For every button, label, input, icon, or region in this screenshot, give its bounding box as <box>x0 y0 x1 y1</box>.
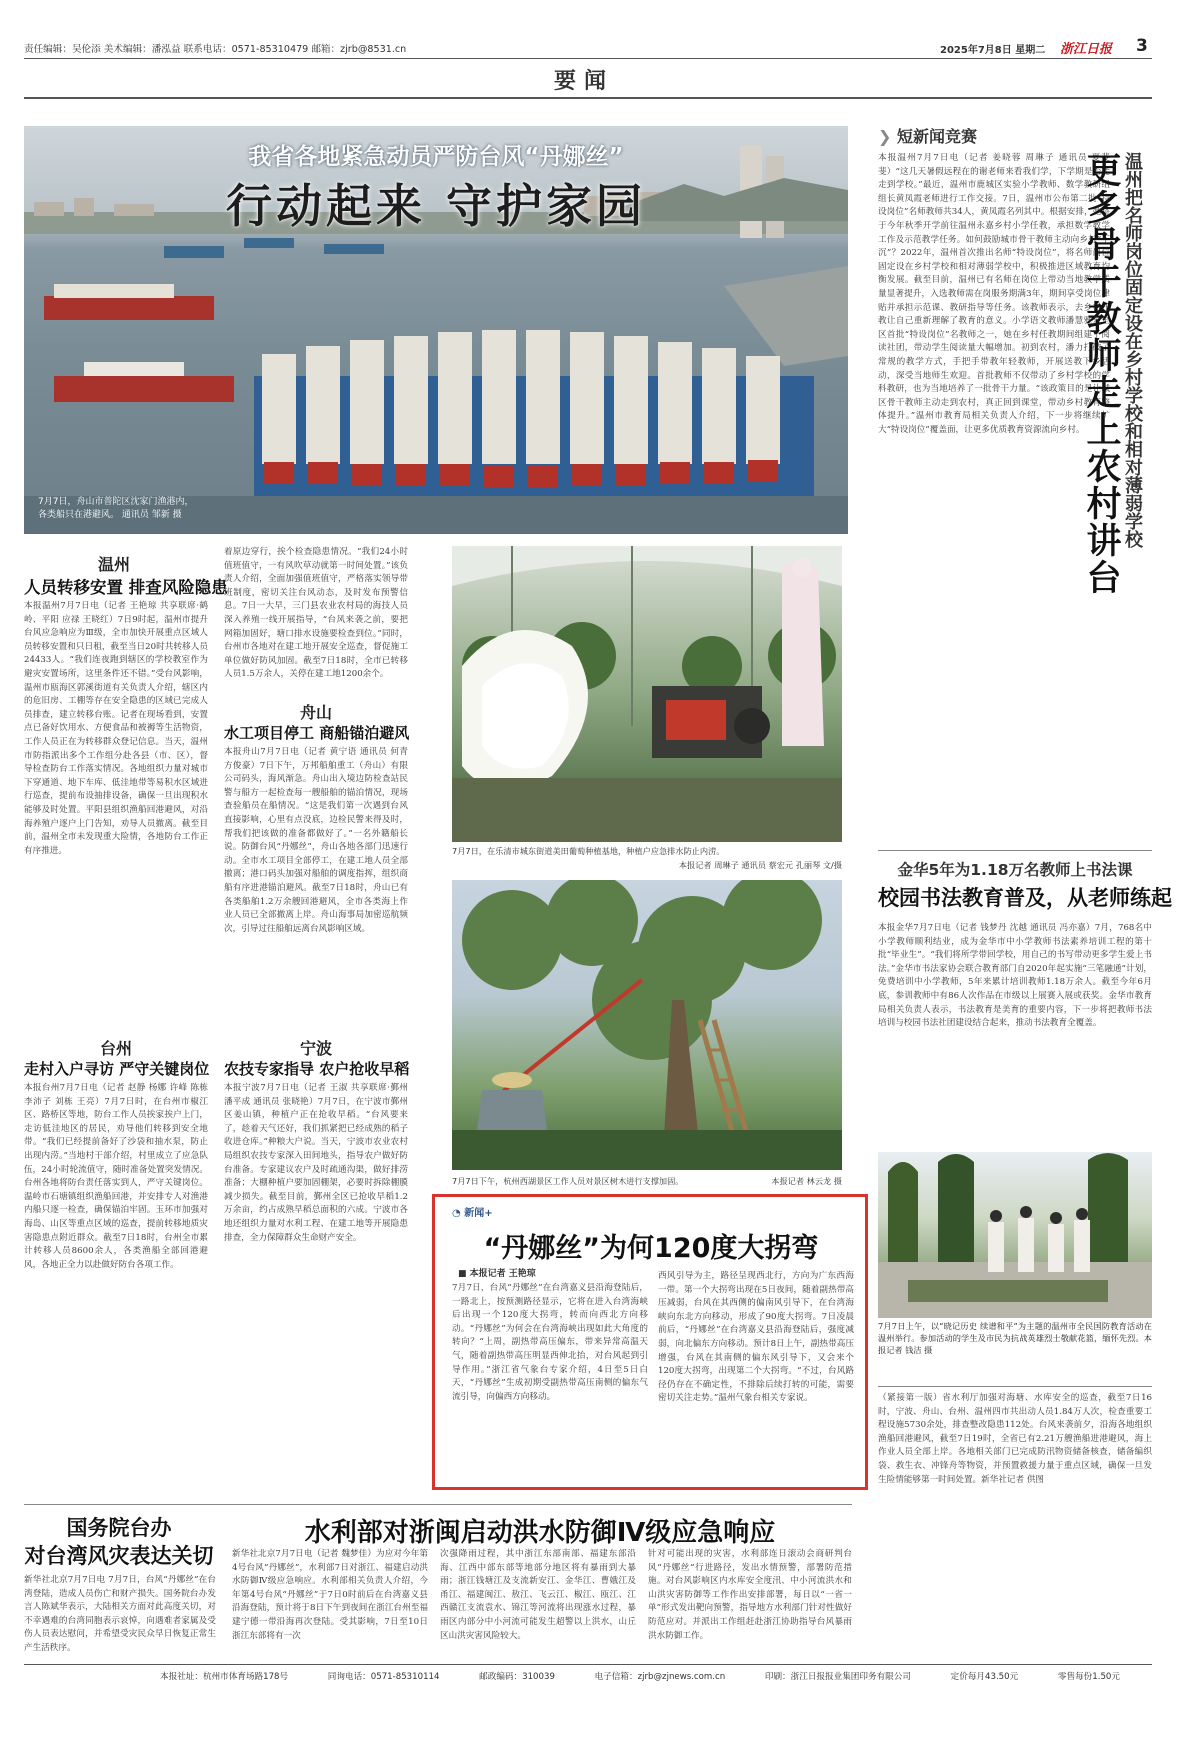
footer-phone: 同询电话：0571-85310114 <box>327 1672 440 1682</box>
hero-title: 行动起来 守护家园 <box>225 179 646 233</box>
divider <box>878 850 1152 851</box>
editor-credits: 责任编辑：吴伦添 美术编辑：潘泓益 联系电话：0571-85310479 邮箱：zjrb@8531.cn <box>24 44 407 55</box>
footer-email: 电子信箱：zjrb@zjnews.com.cn <box>594 1672 726 1682</box>
taizhou-topic: 台州 <box>99 1039 132 1058</box>
ministry-col2: 次强降雨过程，其中浙江东部南部、福建东部沿海、江西中部东部等地部分地区将有暴雨到大暴雨；浙江钱塘江及支流新安江、金华江、曹娥江及甬江、福建闽江、敖江、飞云江、椒江、瓯江、江西赣江支流袁水、锦江等河流将出现涨水过程，暴雨区内部分中小河流可能发生超警以上洪水，山丘区山洪灾害风险较大。 <box>440 1549 636 1641</box>
footer-price-copy: 零售每份1.50元 <box>1057 1672 1120 1682</box>
tree-support-caption: 7月7日下午，杭州西湖景区工作人员对景区树木进行支撑加固。 <box>452 1176 684 1186</box>
wenzhou-headline: 人员转移安置 排查风险隐患 <box>24 578 228 597</box>
footer-printer: 印刷：浙江日报报业集团印务有限公司 <box>764 1672 911 1682</box>
tree-support-credit: 本报记者 林云龙 摄 <box>771 1176 842 1186</box>
section-rule <box>24 97 1152 99</box>
wenzhou-body: 本报温州7月7日电（记者 王艳琼 共享联席·鹤岭、平阳 应禄 王晓红）7日9时起，温州市提升台风应急响应为Ⅲ级，全市加快开展重点区域人员转移安置和只日租，截至当日20时共转移人员24433人。“我们连夜跑到辖区的学校教室作为避灾安置场所，这里条件还不错。”受台风影响，温州市瓯海区郭溪街道有关负责人介绍，辖区内的危旧房、工棚等存在安全隐患的区域已完成人员排查，建立转移台账。记者在现场看到，安置点已备好饮用水、方便食品和被褥等生活物资，工作人员正在为转移群众登记信息。当天，温州市防指派出多个工作组分赴各县（市、区），督导检查防台工作落实情况。各地组织力量对城市下穿通道、地下车库、低洼地带等易积水区域进行巡查，提前布设抽排设备，确保一旦出现积水能够及时处置。平阳县组织渔船回港避风，对沿海养殖户逐户上门告知，劝导人员撤离。截至目前，温州全市未发现重大险情，各地防台工作正有序推进。 <box>24 601 208 856</box>
ministry-title: 水利部对浙闽启动洪水防御Ⅳ级应急响应 <box>304 1518 776 1548</box>
calligraphy-title: 校园书法教育普及，从老师练起 <box>878 886 1172 910</box>
chevron-right-icon: ❯ <box>878 127 897 146</box>
footer-address: 本报社址：杭州市体育场路178号 <box>160 1672 289 1682</box>
short-news-vertical-title: 更多骨干教师走上农村讲台 <box>1081 152 1121 596</box>
ministry-col3: 针对可能出现的灾害，水利部连日滚动会商研判台风“丹娜丝”行进路径，发出水情预警，部署防范措施。对台风影响区内水库安全度汛、中小河流洪水和山洪灾害防御等工作作出安排部署，每日以“一省一单”形式发出靶向预警，指导地方水利部门针对性做好防范应对。并派出工作组赶赴浙江协助指导台风暴雨洪水防御工作。 <box>648 1549 852 1641</box>
calligraphy-kicker: 金华5年为1.18万名教师上书法课 <box>897 861 1133 879</box>
zhoushan-body: 本报舟山7月7日电（记者 黄宁语 通讯员 何青 方俊豪）7日下午，万邦船舶重工（舟山）有限公司码头，海风渐急。舟山出入境边防检查站民警与船方一起检查每一艘船舶的锚泊情况，现场查验船员在船情况。“这是我们第一次遇到台风直接影响，心里有点没底，边检民警来得及时，帮我们把该做的准备都做好了。”一名外籍船长说。防御台风“丹娜丝”，舟山各地各部门迅速行动。全市水工项目全部停工，在建工地人员全部撤离；港口码头加强对船舶的调度指挥，组织商船有序进港锚泊避风。截至7日18时，舟山已有各类船舶1.2万余艘回港避风，全市各类海上作业人员已全部撤离上岸。舟山海事局加密巡航频次，引导过往船舶远离台风影响区域。 <box>224 747 408 934</box>
ningbo-headline: 农技专家指导 农户抢收早稻 <box>224 1060 410 1078</box>
issue-date: 2025年7月8日 星期二 <box>940 45 1046 56</box>
state-council-body: 新华社北京7月7日电 7月7日，台风“丹娜丝”在台湾登陆，造成人员伤亡和财产损失。国务院台办发言人陈斌华表示，大陆相关方面对此高度关切，对不幸遇难的台湾同胞表示哀悼，向遇难者家属及受伤人员表达慰问，并希望受灾民众早日恢复正常生产生活秩序。 <box>24 1575 216 1653</box>
wenzhou-topic: 温州 <box>97 555 130 574</box>
flood-pump-credit: 本报记者 周琳子 通讯员 蔡宏元 孔丽琴 文/摄 <box>678 860 842 870</box>
calligraphy-body: 本报金华7月7日电（记者 钱梦丹 沈越 通讯员 冯亦嘉）7月，768名中小学教师顺利结业，成为金华市中小学教师书法素养培训工程的第十批“毕业生”。“我们将所学带回学校，用自己的书写带动更多学生爱上书法。”金华市书法家协会联合教育部门自2020年起实施“三笔融通”计划，免费培训中小学教师，5年来累计培训教师1.18万余人。截至今年6月底，参训教师中有86人次作品在市级以上展赛入展或获奖。金华市教育局相关负责人表示，书法教育是美育的重要内容，下一步将把教师书法培训与校园书法社团建设结合起来，推动书法教育全覆盖。 <box>878 923 1152 1029</box>
tree-support-photo <box>452 880 842 1170</box>
hero-subtitle: 我省各地紧急动员严防台风“丹娜丝” <box>248 144 624 170</box>
flood-pump-photo <box>452 546 842 842</box>
state-council-title-line1: 国务院台办 <box>66 1516 172 1540</box>
zhoushan-topic: 舟山 <box>299 703 332 722</box>
feature-label-text: 新闻+ <box>464 1208 493 1219</box>
short-news-body: 本报温州7月7日电（记者 姜晓蓉 周琳子 通讯员 夏斐斐）“这几天暑假远程在的谢老师来看我们学，下学期是否能走到学校。”最近，温州市鹿城区实验小学教师、数学教研组组长黄凤霞老师进行工作交接。7日，温州市公布第二批“特设岗位”名师教师共34人，黄凤霞名列其中。根据安排，她将于今年秋季开学前往温州永嘉乡村小学任教，承担数学教学工作及示范教学任务。如何鼓励城市骨干教师主动向乡村“下沉”？2022年，温州首次推出名师“特设岗位”，将名师岗位固定设在乡村学校和相对薄弱学校中，积极推进区域教育均衡发展。截至目前，温州已有名师在岗位上带动当地教学质量显著提升，入选教师需在岗服务期满3年，期间享受岗位津贴并承担示范课、教研指导等任务。该教师表示，去乡村任教让自己重新理解了教育的意义。小学语文教师潘慧雅是全区首批“特设岗位”名教师之一，她在乡村任教期间组建了阅读社团，带动学生阅读量大幅增加。初到农村，潘力打破了常规的教学方式，手把手带教年轻教师，开展送教下乡活动，深受当地师生欢迎。首批教师不仅带动了乡村学校的学科教研，也为当地培养了一批骨干力量。“该政策目的是让城区骨干教师主动走到农村，真正回到课堂，带动乡村教育整体提升。”温州市教育局相关负责人介绍，下一步将继续扩大“特设岗位”覆盖面，让更多优质教育资源流向乡村。 <box>878 153 1110 435</box>
feature-col1: 7月7日，台风“丹娜丝”在台湾嘉义县沿海登陆后，一路北上，按预测路径显示，它将在进入台湾海峡后出现一个120度大拐弯，转而向西北方向移动。“丹娜丝”为何会在台湾海峡出现如此大角度的转向？“上周，副热带高压偏东，带来异常高温天气，随着副热带高压明显西伸北抬，对台风起到引导作用。”浙江省气象台专家介绍，4日至5日白天，“丹娜丝”生成初期受副热带高压南侧的偏东气流引导，向偏西方向移动。 <box>452 1283 648 1402</box>
hero-caption-line2: 各类船只在港避风。 通讯员 邹新 摄 <box>38 510 182 520</box>
hero-caption-line1: 7月7日，舟山市普陀区沈家门渔港内， <box>38 497 194 507</box>
header-rule <box>24 58 1152 59</box>
square-bullet-icon: ■ <box>458 1269 470 1279</box>
feature-byline <box>458 1266 536 1279</box>
taizhou-body: 本报台州7月7日电（记者 赵静 杨娜 许峰 陈栋 李沛子 刘栋 王亮）7月7日时，在台州市椒江区、路桥区等地，防台工作人员挨家挨户上门，走访低洼地区的居民，劝导他们转移到安全地带。“我们已经提前备好了沙袋和抽水泵，防止出现内涝。”当地村干部介绍，村里成立了应急队伍，24小时轮流值守，随时准备处置突发情况。台州各地将防台责任落实到人，严守关键岗位。温岭市石塘镇组织渔船回港，并安排专人对渔港内船只逐一检查，确保锚泊牢固。玉环市加强对海岛、山区等重点区域的巡查，提前转移地质灾害隐患点附近群众。截至7日18时，台州全市累计转移人员8600余人，各类渔船全部回港避风，各地正全力以赴做好防台各项工作。 <box>24 1083 208 1270</box>
flood-pump-caption: 7月7日，在乐清市城东街道美田葡萄种植基地，种植户应急排水防止内涝。 <box>452 846 725 856</box>
feature-col2: 西风引导为主，路径呈现西北行，方向为广东西海一带。第一个大拐弯出现在5日夜间，随着副热带高压减弱，台风在其西侧的偏南风引导下，在台湾海峡向东北方向移动，形成了90度大拐弯。7日凌晨前后，“丹娜丝”在台湾嘉义县沿海登陆后，强度减弱，向北偏东方向移动。预计8日上午，副热带高压增强，台风在其南侧的偏东风引导下，又会来个120度大拐弯，出现第二个大拐弯。“不过，台风路径仍存在不确定性，不排除后续打转的可能，需要密切关注走势。”温州气象台相关专家说。 <box>658 1271 854 1404</box>
hero-photo <box>24 126 848 534</box>
short-news-label <box>878 124 977 147</box>
section-title: 要闻 <box>553 69 614 94</box>
ministry-col1: 新华社北京7月7日电（记者 魏梦佳）为应对今年第4号台风“丹娜丝”，水利部7日对浙江、福建启动洪水防御Ⅳ级应急响应。水利部相关负责人介绍，今年第4号台风“丹娜丝”于7日0时前后在台湾嘉义县沿海登陆，预计将于8日下午到夜间在浙江台州至福建宁德一带沿海再次登陆。受其影响，7日至10日浙江东部将有一次 <box>232 1549 428 1641</box>
hero-caption <box>38 496 193 522</box>
ningbo-topic: 宁波 <box>299 1039 332 1058</box>
feature-label <box>452 1204 493 1219</box>
wenzhou-continued-body: 着原边穿行，挨个检查隐患情况。“我们24小时值班值守，一有风吹草动就第一时间处置。”该负责人介绍，全面加强值班值守，严格落实领导带班制度，密切关注台风动态，及时发布预警信息。7日一大早，三门县农业农村局的海技人员深入养殖一线开展指导，“台风来袭之前，要把网箱加固好，塘口排水设施要检查到位。”同时，台州市各地对在建工地开展安全巡查，督促施工单位做好防风加固。截至7日18时，全市已转移人员1.5万余人，关停在建工地1200余个。 <box>224 547 408 680</box>
continued-body: （紧接第一版）省水利厅加强对海塘、水库安全的巡查，截至7日16时，宁波、舟山、台州、温州四市共出动人员1.84万人次，检查重要工程设施5730余处，排查整改隐患112处。台风来袭前夕，沿海各地组织渔船回港避风，截至7日19时，全省已有2.21万艘渔船进港避风，海上作业人员全部上岸。各地相关部门已完成防汛物资储备核查，储备编织袋、救生衣、冲锋舟等物资，并预置救援力量于重点区域，确保一旦发生险情能够第一时间处置。新华社记者 供图 <box>878 1393 1152 1485</box>
ceremony-photo <box>878 1152 1152 1318</box>
footer-postcode: 邮政编码：310039 <box>479 1672 555 1682</box>
zhoushan-headline: 水工项目停工 商船锚泊避风 <box>224 724 410 742</box>
divider <box>24 1504 852 1505</box>
divider <box>878 1386 1152 1387</box>
circle-icon: ◔ <box>452 1208 465 1219</box>
page-number: 3 <box>1136 36 1148 56</box>
footer <box>160 1670 1120 1682</box>
state-council-title-line2: 对台湾风灾表达关切 <box>24 1544 214 1568</box>
feature-title: “丹娜丝”为何120度大拐弯 <box>483 1233 819 1264</box>
short-news-vertical-subtitle: 温州把名师岗位固定设在乡村学校和相对薄弱学校 <box>1122 152 1143 548</box>
footer-rule <box>24 1664 1152 1665</box>
ningbo-body: 本报宁波7月7日电（记者 王淑 共享联席·鄞州 潘平成 通讯员 张晓艳）7月7日，在宁波市鄞州区姜山镇，种植户正在抢收早稻。“台风要来了，趁着天气还好，我们抓紧把已经成熟的稻子收进仓库。”种粮大户说。当天，宁波市农业农村局组织农技专家深入田间地头，指导农户做好防台准备。专家建议农户及时疏通沟渠，做好排涝准备；大棚种植户要加固棚架，必要时拆除棚膜减少损失。截至目前，鄞州全区已抢收早稻1.2万余亩，约占成熟早稻总面积的六成。宁波市各地还组织力量对水利工程、在建工地等开展隐患排查，全力保障群众生命财产安全。 <box>224 1083 408 1243</box>
feature-byline-text: 本报记者 王艳琼 <box>469 1269 536 1279</box>
taizhou-headline: 走村入户寻访 严守关键岗位 <box>24 1060 210 1078</box>
short-news-label-text: 短新闻竞赛 <box>896 127 977 146</box>
paper-logo: 浙江日报 <box>1060 42 1113 57</box>
footer-price-month: 定价每月43.50元 <box>950 1672 1019 1682</box>
ceremony-caption: 7月7日上午，以“晓记历史 续谱和平”为主题的温州市全民国防教育活动在温州举行。参加活动的学生及市民为抗战英雄烈士敬献花篮，缅怀先烈。本报记者 钱洁 摄 <box>878 1321 1152 1355</box>
